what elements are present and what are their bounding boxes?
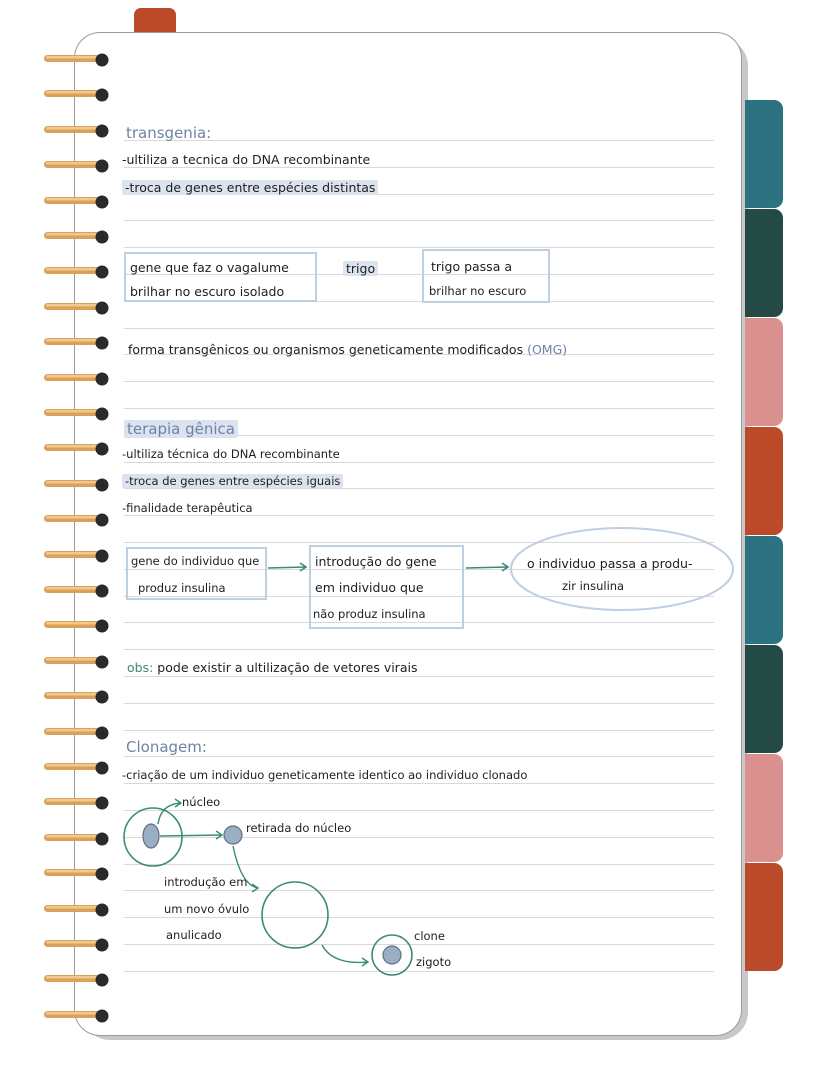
egg-circle [262,882,328,948]
highlighted-text: terapia gênica [124,420,238,438]
label-introducao-line3: anulicado [166,928,222,942]
diagram-oval [511,528,733,610]
zygote-nucleus [383,946,401,964]
clonagem-item-1: -criação de um individuo geneticamente identico ao individuo clonado [122,768,528,782]
nucleus-shape [143,824,159,848]
obs-label: obs: [127,660,154,675]
terapia-item-3: -finalidade terapêutica [122,501,253,515]
label-introducao-line1: introdução em [164,875,248,889]
diagram-box-gene-line1: gene do individuo que [131,554,260,568]
section-title-transgenia: transgenia: [126,124,212,142]
terapia-item-1: -ultiliza técnica do DNA recombinante [122,447,340,461]
diagram-oval-line1: o individuo passa a produ- [527,556,693,571]
label-clone: clone [414,929,445,943]
label-retirada-nucleo: retirada do núcleo [246,821,352,835]
diagram-box-introducao-line1: introdução do gene [315,554,437,569]
diagram-box-trigo-line2: brilhar no escuro [429,284,527,298]
section-title-clonagem: Clonagem: [126,738,207,756]
diagram-oval-line2: zir insulina [562,579,625,593]
label-nucleo: núcleo [182,795,221,809]
label-introducao-line2: um novo óvulo [164,902,250,916]
conclusion-text: forma transgênicos ou organismos geneticamente modificados [128,342,524,357]
removed-nucleus [224,826,242,844]
arrow-icon [268,563,306,571]
diagram-box-gene-line2: produz insulina [138,581,226,595]
diagram-box-introducao-line2: em individuo que [315,580,424,595]
diagram-box-trigo-line1: trigo passa a [431,259,512,274]
highlighted-text: -troca de genes entre espécies iguais [122,474,343,488]
obs-text: pode existir a ultilização de vetores virais [157,660,418,675]
label-zigoto: zigoto [416,955,452,969]
transgenia-item-1: -ultiliza a tecnica do DNA recombinante [122,152,371,167]
diagram-box-introducao-line3: não produz insulina [313,607,426,621]
highlighted-text: -troca de genes entre espécies distintas [122,180,378,195]
diagram-box-vagalume-line1: gene que faz o vagalume [130,260,289,275]
highlighted-text: trigo [343,261,378,276]
arrow-icon [466,563,508,571]
diagram-box-vagalume-line2: brilhar no escuro isolado [130,284,285,299]
conclusion-abbreviation: (OMG) [527,342,568,357]
